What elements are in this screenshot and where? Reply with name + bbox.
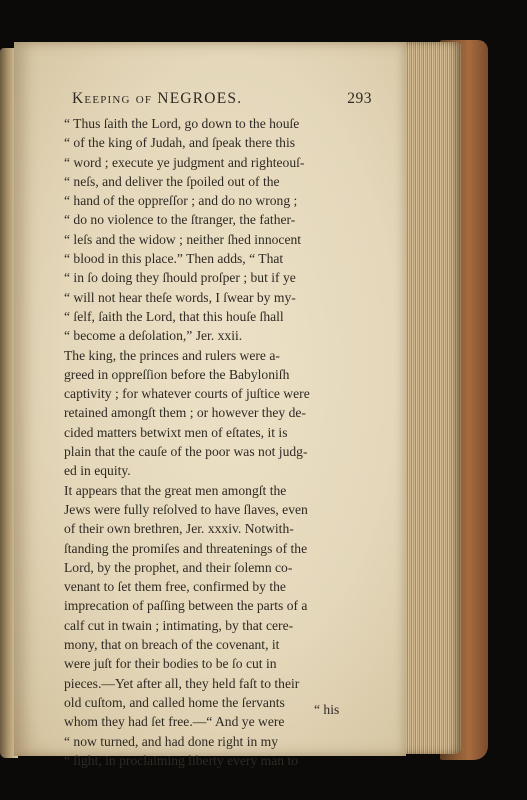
text-line: imprecation of paſſing between the parts of a: [64, 598, 308, 614]
text-line: whom they had ſet free.—“ And ye were: [64, 714, 285, 730]
text-line: “ leſs and the widow ; neither ſhed innocent: [64, 231, 302, 247]
text-line: were juſt for their bodies to be ſo cut in: [64, 656, 277, 672]
text-line: “ ſight, in proclaiming liberty every man to: [64, 752, 299, 768]
text-line: of their own brethren, Jer. xxxiv. Notwith-: [64, 521, 294, 537]
text-line: “ in ſo doing they ſhould proſper ; but if ye: [64, 270, 296, 286]
text-line: plain that the cauſe of the poor was not judg-: [64, 444, 308, 460]
text-line: “ become a deſolation,” Jer. xxii.: [64, 328, 243, 344]
page-number: 293: [347, 90, 372, 107]
text-line: venant to ſet them free, confirmed by the: [64, 579, 286, 595]
text-line: mony, that on breach of the covenant, it: [64, 637, 280, 653]
text-line: greed in oppreſſion before the Babyloniſh: [64, 366, 290, 382]
running-head-title: Keeping of NEGROES.: [72, 90, 243, 107]
text-line: retained amongſt them ; or however they de-: [64, 405, 306, 421]
book-page: [14, 42, 406, 768]
text-line: “ neſs, and deliver the ſpoiled out of the: [64, 173, 280, 189]
text-line: It appears that the great men amongſt the: [64, 482, 287, 498]
running-head: [72, 90, 372, 108]
text-line: “ word ; execute ye judgment and righteouſ-: [64, 154, 305, 170]
text-line: Lord, by the prophet, and their ſolemn co-: [64, 559, 293, 575]
text-line: captivity ; for whatever courts of juſtice were: [64, 386, 310, 402]
text-line: calf cut in twain ; intimating, by that cere-: [64, 617, 294, 633]
text-line: pieces.—Yet after all, they held faſt to their: [64, 675, 300, 691]
text-line: “ do no violence to the ſtranger, the father-: [64, 212, 296, 228]
text-line: The king, the princes and rulers were a-: [64, 347, 280, 363]
catchword: “ his: [314, 702, 340, 717]
text-line: ed in equity.: [64, 463, 131, 479]
text-line: ſtanding the promiſes and threatenings of the: [64, 540, 308, 556]
text-line: “ of the king of Judah, and ſpeak there this: [64, 135, 296, 151]
text-line: “ blood in this place.” Then adds, “ That: [64, 251, 284, 267]
text-line: “ now turned, and had done right in my: [64, 733, 279, 749]
text-line: “ Thus ſaith the Lord, go down to the houſe: [64, 116, 300, 131]
body-text: [64, 114, 382, 770]
text-line: Jews were fully reſolved to have ſlaves, even: [64, 501, 308, 517]
text-line: “ hand of the oppreſſor ; and do no wrong ;: [64, 193, 298, 209]
page-fore-edge: [402, 42, 462, 754]
text-line: “ will not hear theſe words, I ſwear by my-: [64, 289, 296, 305]
text-line: “ ſelf, ſaith the Lord, that this houſe ſhall: [64, 308, 284, 324]
text-line: old cuſtom, and called home the ſervants: [64, 694, 285, 710]
text-line: cided matters betwixt men of eſtates, it is: [64, 424, 288, 440]
